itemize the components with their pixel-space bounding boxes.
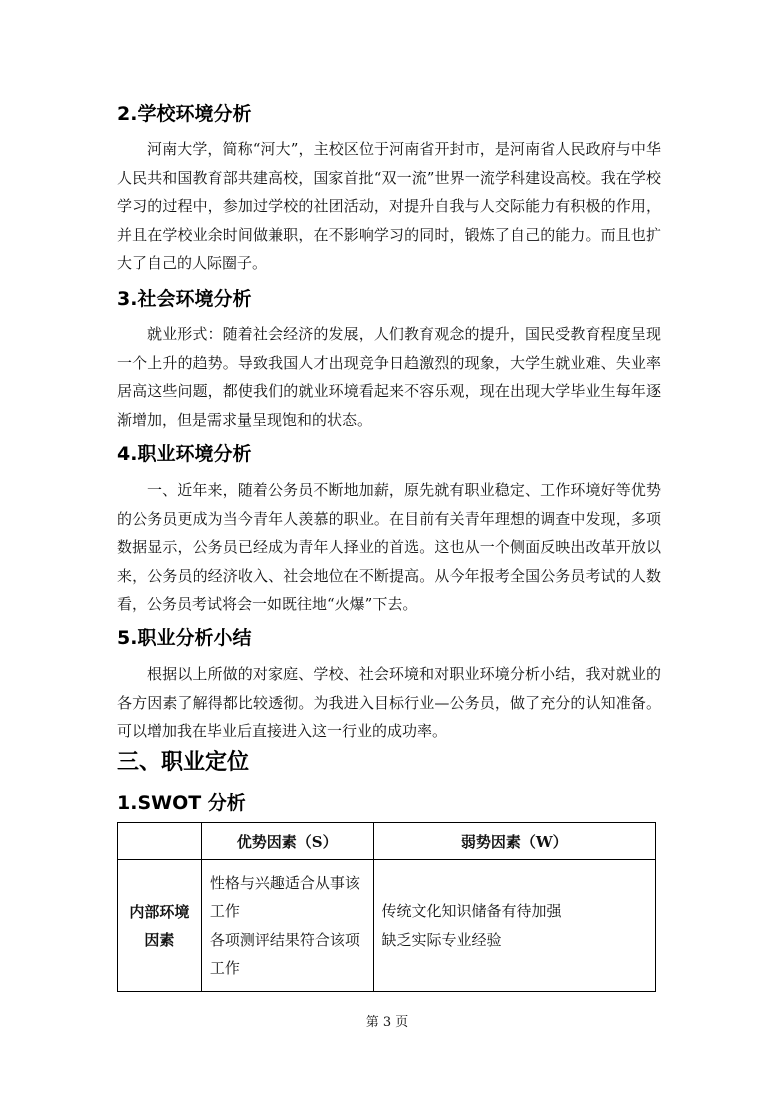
paragraph-summary: 根据以上所做的对家庭、学校、社会环境和对职业环境分析小结，我对就业的各方因素了解得都比较透彻。为我进入目标行业—公务员，做了充分的认知准备。可以增加我在毕业后直接进入这一行业的成功率。 — [117, 665, 661, 740]
swot-row-label — [118, 860, 202, 992]
chapter-heading: 三、职业定位 — [117, 750, 250, 775]
swot-header-corner — [118, 823, 202, 860]
section-heading-society: 3.社会环境分析 — [117, 288, 252, 310]
swot-row-label-line1: 内部环境 — [129, 902, 190, 921]
swot-weaknesses-cell — [373, 860, 655, 992]
paragraph-school: 河南大学，简称“河大”，主校区位于河南省开封市，是河南省人民政府与中华人民共和国教育部共建高校，国家首批“双一流”世界一流学科建设高校。我在学校学习的过程中，参加过学校的社团活动，对提升自我与人交际能力有积极的作用，并且在学校业余时间做兼职，在不影响学习的同时，锻炼了自己的能力。而且也扩大了自己的人际圈子。 — [117, 140, 661, 272]
section-heading-school: 2.学校环境分析 — [117, 103, 252, 125]
swot-strength-item: 性格与兴趣适合从事该工作 — [209, 873, 360, 920]
paragraph-society: 就业形式：随着社会经济的发展，人们教育观念的提升，国民受教育程度呈现一个上升的趋势。导致我国人才出现竞争日趋激烈的现象，大学生就业难、失业率居高这些问题，都使我们的就业环境看起来不容乐观，现在出现大学毕业生每年逐渐增加，但是需求量呈现饱和的状态。 — [117, 325, 661, 429]
swot-weakness-item: 传统文化知识储备有待加强 — [381, 902, 562, 920]
swot-weakness-item: 缺乏实际专业经验 — [381, 930, 502, 949]
swot-strengths-cell — [201, 860, 373, 992]
swot-header-strengths: 优势因素（S） — [201, 823, 373, 860]
page-number: 第 3 页 — [365, 1015, 409, 1030]
swot-internal-row — [118, 860, 656, 992]
swot-heading: 1.SWOT 分析 — [117, 792, 246, 814]
swot-header-weaknesses: 弱势因素（W） — [373, 823, 655, 860]
swot-strength-item: 各项测评结果符合该项工作 — [209, 930, 360, 977]
section-heading-career: 4.职业环境分析 — [117, 443, 252, 465]
section-heading-summary: 5.职业分析小结 — [117, 627, 252, 649]
paragraph-career: 一、近年来，随着公务员不断地加薪，原先就有职业稳定、工作环境好等优势的公务员更成为当今青年人羡慕的职业。在目前有关青年理想的调查中发现，多项数据显示，公务员已经成为青年人择业的首选。这也从一个侧面反映出改革开放以来，公务员的经济收入、社会地位在不断提高。从今年报考全国公务员考试的人数看，公务员考试将会一如既往地“火爆”下去。 — [117, 481, 661, 613]
swot-row-label-line2: 因素 — [144, 930, 175, 949]
swot-table — [117, 822, 656, 992]
swot-header-row — [118, 823, 656, 860]
